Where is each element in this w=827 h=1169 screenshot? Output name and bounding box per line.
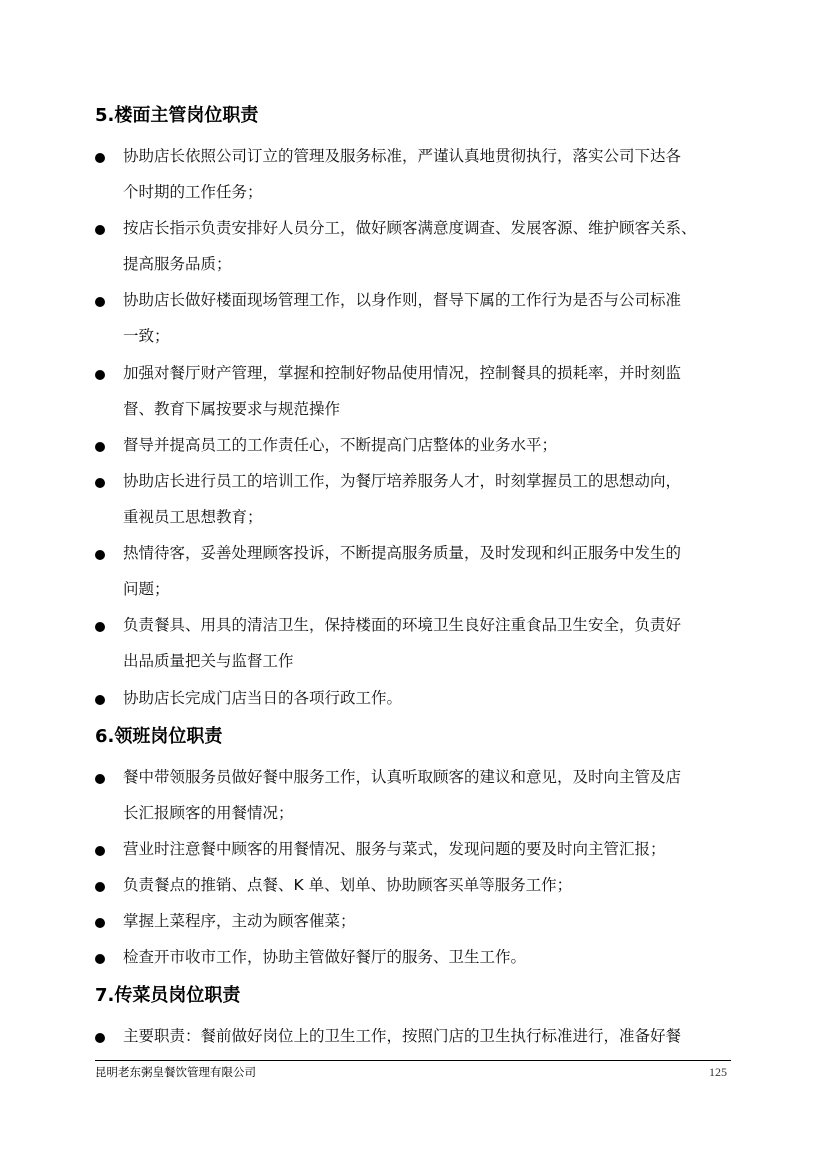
bullet-dot [95, 225, 105, 235]
page-number: 125 [709, 1065, 727, 1079]
bullet-dot [95, 622, 105, 632]
bullet-dot [95, 846, 105, 856]
list-item-text: 负责餐点的推销、点餐、K 单、划单、协助顾客买单等服务工作； [123, 876, 573, 894]
list-item-text: 协助店长完成门店当日的各项行政工作。 [123, 689, 403, 707]
section-heading: 6.领班岗位职责 [95, 726, 223, 747]
list-item-text: 问题； [123, 580, 170, 598]
list-item-text: 督导并提高员工的工作责任心，不断提高门店整体的业务水平； [123, 436, 558, 454]
list-item-text: 主要职责：餐前做好岗位上的卫生工作，按照门店的卫生执行标准进行，准备好餐 [123, 1027, 682, 1045]
footer-company-name: 昆明老东粥皇餐饮管理有限公司 [95, 1065, 256, 1079]
list-item-text: 协助店长依照公司订立的管理及服务标准，严谨认真地贯彻执行，落实公司下达各 [123, 147, 682, 165]
list-item-text: 营业时注意餐中顾客的用餐情况、服务与菜式，发现问题的要及时向主管汇报； [123, 840, 666, 858]
list-item-text: 热情待客，妥善处理顾客投诉，不断提高服务质量，及时发现和纠正服务中发生的 [123, 544, 682, 562]
bullet-dot [95, 774, 105, 784]
list-item-text: 按店长指示负责安排好人员分工，做好顾客满意度调查、发展客源、维护顾客关系、 [123, 219, 697, 237]
bullet-dot [95, 442, 105, 452]
section-heading: 7.传菜员岗位职责 [95, 985, 241, 1006]
list-item-text: 出品质量把关与监督工作 [123, 652, 294, 670]
list-item-text: 协助店长进行员工的培训工作，为餐厅培养服务人才，时刻掌握员工的思想动向， [123, 472, 682, 490]
list-item-text: 个时期的工作任务； [123, 183, 263, 201]
bullet-dot [95, 695, 105, 705]
bullet-dot [95, 550, 105, 560]
list-item-text: 负责餐具、用具的清洁卫生，保持楼面的环境卫生良好注重食品卫生安全，负责好 [123, 616, 682, 634]
list-item-text: 餐中带领服务员做好餐中服务工作，认真听取顾客的建议和意见，及时向主管及店 [123, 768, 682, 786]
list-item-text: 加强对餐厅财产管理，掌握和控制好物品使用情况，控制餐具的损耗率，并时刻监 [123, 364, 682, 382]
list-item-text: 长汇报顾客的用餐情况； [123, 804, 294, 822]
bullet-dot [95, 918, 105, 928]
list-item-text: 检查开市收市工作，协助主管做好餐厅的服务、卫生工作。 [123, 948, 527, 966]
bullet-dot [95, 370, 105, 380]
list-item-text: 提高服务品质； [123, 255, 232, 273]
list-item-text: 掌握上菜程序，主动为顾客催菜； [123, 912, 356, 930]
bullet-dot [95, 882, 105, 892]
bullet-dot [95, 297, 105, 307]
bullet-dot [95, 478, 105, 488]
list-item-text: 督、教育下属按要求与规范操作 [123, 400, 341, 418]
list-item-text: 一致； [123, 327, 170, 345]
section-heading: 5.楼面主管岗位职责 [95, 105, 259, 126]
bullet-dot [95, 1033, 105, 1043]
bullet-dot [95, 153, 105, 163]
list-item-text: 重视员工思想教育； [123, 508, 263, 526]
footer-divider [95, 1060, 731, 1061]
list-item-text: 协助店长做好楼面现场管理工作，以身作则，督导下属的工作行为是否与公司标准 [123, 291, 682, 309]
bullet-dot [95, 954, 105, 964]
